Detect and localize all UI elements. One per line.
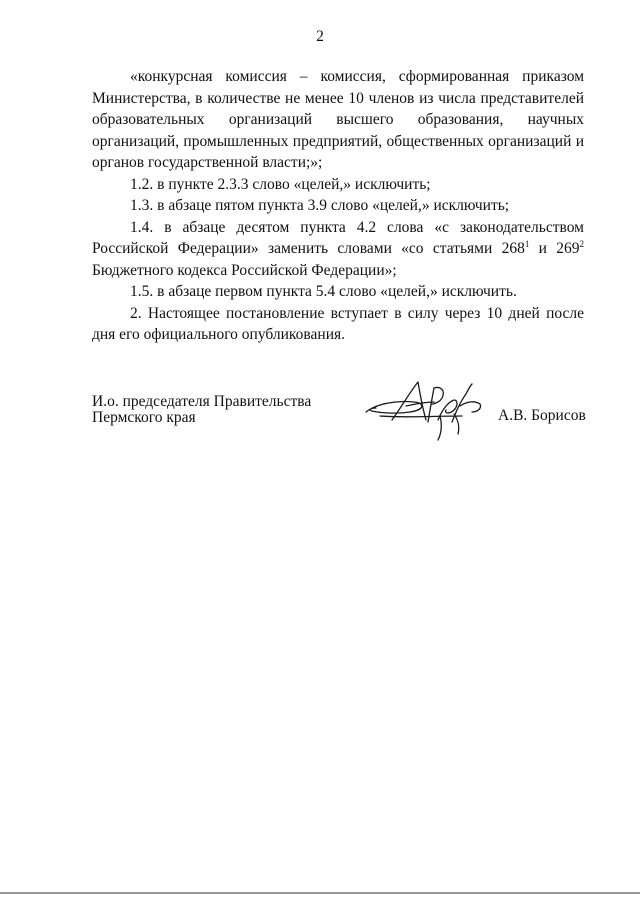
signatory-name: А.В. Борисов <box>498 407 586 424</box>
paragraph-item-1-3: 1.3. в абзаце пятом пункта 3.9 слово «целей,» исключить; <box>130 197 510 214</box>
document-body <box>92 66 584 346</box>
superscript-1: 1 <box>524 239 530 249</box>
paragraph-item-1-5: 1.5. в абзаце первом пункта 5.4 слово «целей,» исключить. <box>130 283 517 300</box>
page-number: 2 <box>316 28 324 45</box>
item-1-4-text-start: 1.4. в абзаце десятом пункта 4.2 слова «с законодательством Российской Федерации» заменить словами «со статьями 268 <box>92 218 584 257</box>
paragraph-item-1-2: 1.2. в пункте 2.3.3 слово «целей,» исключить; <box>130 175 431 193</box>
handwritten-signature <box>362 376 492 446</box>
item-1-4-text-mid: и 269 <box>529 240 580 257</box>
paragraph-item-1-4 <box>92 217 584 282</box>
signatory-title-line-1: И.о. председателя Правительства <box>92 393 312 410</box>
bottom-edge-line <box>0 892 640 894</box>
item-1-4-text-end: Бюджетного кодекса Российской Федерации»; <box>92 261 397 279</box>
superscript-2: 2 <box>579 239 584 249</box>
paragraph-item-2: 2. Настоящее постановление вступает в силу через 10 дней после дня его официального опубликования. <box>92 304 584 343</box>
signatory-title <box>92 394 311 426</box>
signatory-title-line-2: Пермского края <box>92 409 196 426</box>
paragraph-commission-definition: «конкурсная комиссия – комиссия, сформированная приказом Министерства, в количестве не менее 10 членов из числа представителей образовательных организаций высшего образования, научных организаций, промышленных предприятий, общественных организаций и органов государственной власти;»; <box>92 68 584 171</box>
